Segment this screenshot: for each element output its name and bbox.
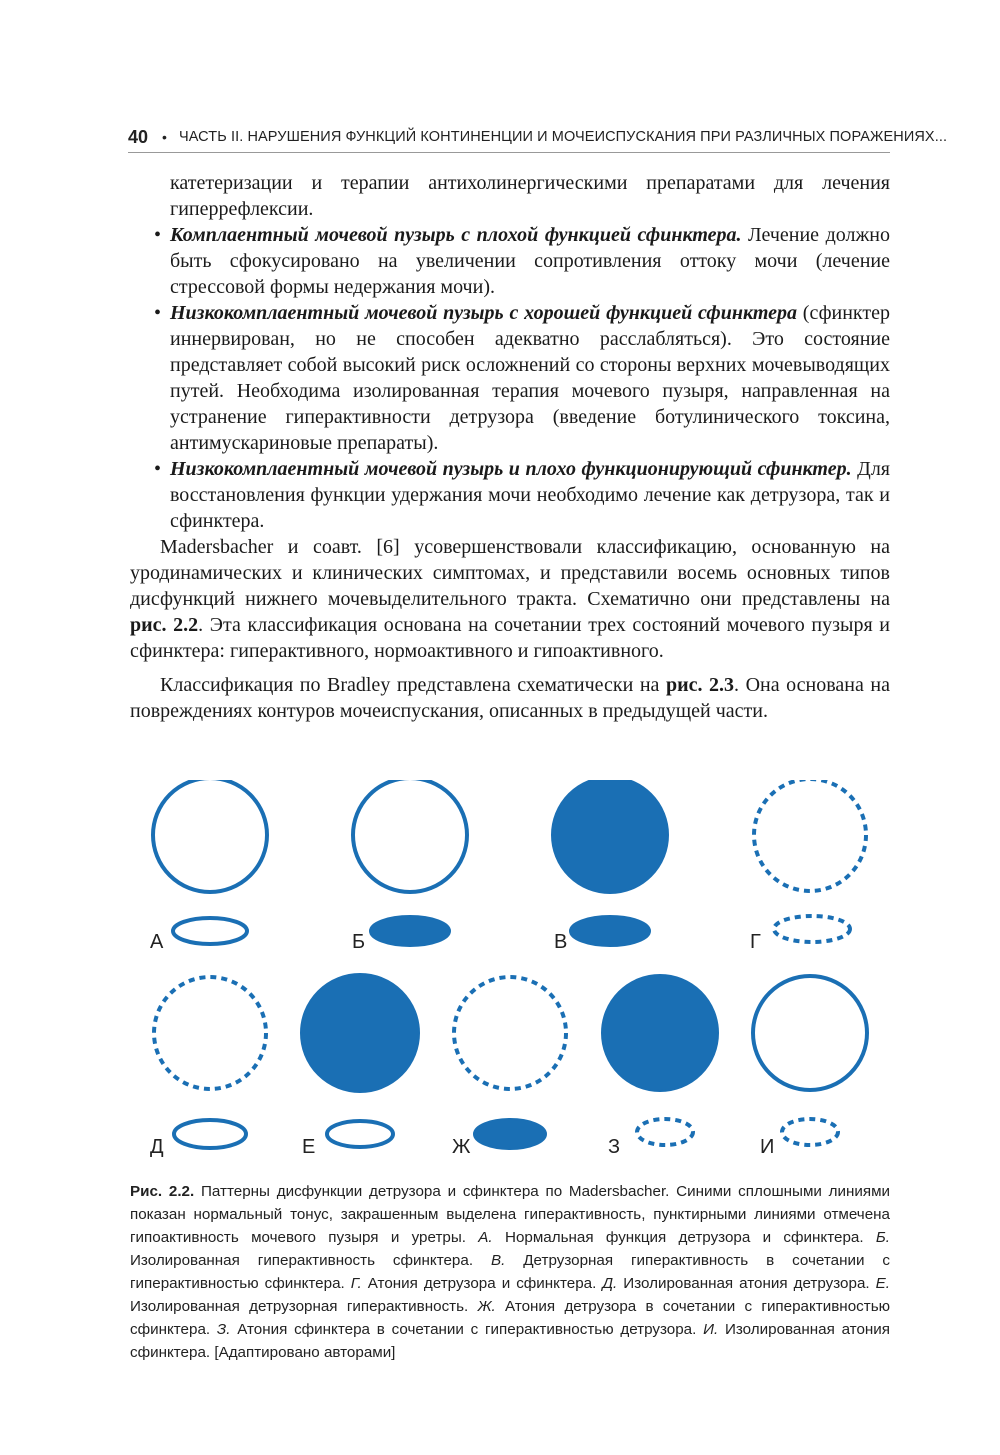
- caption-letter: Г.: [350, 1275, 362, 1292]
- bladder-circle-solid: [153, 780, 267, 892]
- panel-label: Е: [302, 1136, 316, 1158]
- header-separator: •: [162, 129, 167, 145]
- caption-item: Атония сфинктера в сочетании с гиперактивностью детрузора.: [230, 1321, 704, 1338]
- caption-lead: Рис. 2.2.: [130, 1183, 195, 1200]
- panel-6: [301, 974, 419, 1158]
- panel-label: Б: [352, 931, 366, 953]
- bladder-circle-filled: [602, 975, 718, 1091]
- bullet-item: [130, 300, 890, 456]
- panel-label: И: [760, 1136, 775, 1158]
- caption-letter: И.: [703, 1321, 719, 1338]
- panel-8: [602, 975, 718, 1158]
- bullet-text: Лечение должно быть сфокусировано на увеличении сопротивления оттоку мочи (лечение стрессовой формы недержания мочи).: [170, 224, 890, 298]
- running-header: [128, 122, 948, 153]
- sphincter-ellipse-filled: [474, 1119, 546, 1149]
- panel-7: [452, 977, 566, 1158]
- sphincter-ellipse-filled: [370, 916, 450, 946]
- body-text: [130, 170, 890, 724]
- caption-item: Нормальная функция детрузора и сфинктера.: [492, 1229, 876, 1246]
- caption-letter: З.: [216, 1321, 231, 1338]
- paragraph-bradley: [130, 672, 890, 724]
- panel-5: [150, 977, 266, 1158]
- bullet-text: Для восстановления функции удержания мочи необходимо лечение как детрузора, так и сфинктера.: [170, 458, 890, 532]
- sphincter-ellipse-solid: [174, 1120, 246, 1148]
- caption-item: Детрузорная гиперактивность в сочетании с гиперактивностью сфинктера.: [130, 1252, 890, 1292]
- panel-label: В: [554, 931, 568, 953]
- caption-letter: В.: [490, 1252, 506, 1269]
- bullet-term: Низкокомплаентный мочевой пузырь с хорошей функцией сфинктера: [170, 302, 797, 324]
- caption-letter: Д.: [602, 1275, 618, 1292]
- panel-1: [150, 780, 267, 953]
- bullet-item: [130, 222, 890, 300]
- caption-intro: Паттерны дисфункции детрузора и сфинктера по Madersbacher. Синими сплошными линиями показан нормальный тонус, закрашенным выделена гиперактивность, пунктирными линиями отмечена гипоактивность мочевого пузыря и уретры.: [130, 1183, 890, 1246]
- bladder-circle-dotted: [154, 977, 266, 1089]
- bullet-mark: •: [154, 458, 162, 480]
- panel-label: Г: [750, 931, 761, 953]
- sphincter-ellipse-solid: [327, 1121, 393, 1147]
- sphincter-ellipse-dotted: [774, 916, 850, 942]
- running-title: ЧАСТЬ II. НАРУШЕНИЯ ФУНКЦИЙ КОНТИНЕНЦИИ И МОЧЕИСПУСКАНИЯ ПРИ РАЗЛИЧНЫХ ПОРАЖЕНИЯХ...: [178, 129, 948, 145]
- panel-label: Ж: [452, 1136, 471, 1158]
- paragraph-madersbacher: [130, 534, 890, 664]
- figure-reference[interactable]: рис. 2.3: [665, 674, 735, 696]
- paragraph-text: Классификация по Bradley представлена схематически на: [160, 674, 666, 696]
- caption-item: Атония детрузора и сфинктера.: [361, 1275, 603, 1292]
- panel-9: [753, 976, 867, 1158]
- bladder-circle-solid: [753, 976, 867, 1090]
- continuation-text: катетеризации и терапии антихолинергическими препаратами для лечения гиперрефлексии.: [170, 172, 890, 220]
- figure-reference[interactable]: рис. 2.2: [130, 614, 199, 636]
- bullet-term: Низкокомплаентный мочевой пузырь и плохо функционирующий сфинктер.: [170, 458, 852, 480]
- caption-credit: [Адаптировано авторами]: [214, 1344, 396, 1361]
- sphincter-ellipse-solid: [173, 918, 247, 944]
- paragraph-text: . Она основана на повреждениях контуров мочеиспускания, описанных в предыдущей части.: [130, 674, 890, 722]
- figure-diagram: [130, 780, 890, 1170]
- bladder-circle-filled: [552, 780, 668, 893]
- page-number: 40: [128, 126, 149, 147]
- sphincter-ellipse-filled: [570, 916, 650, 946]
- bladder-circle-dotted: [754, 780, 866, 891]
- caption-letter: Ж.: [477, 1298, 496, 1315]
- panel-2: [352, 780, 467, 953]
- bladder-circle-filled: [301, 974, 419, 1092]
- caption-item: Изолированная атония сфинктера.: [130, 1321, 891, 1361]
- paragraph-text: Madersbacher и соавт. [6] усовершенствовали классификацию, основанную на уродинамических и клинических симптомах, и представили восемь основных типов дисфункций нижнего мочевыделительного тракта. Схематично они представлены на: [130, 536, 890, 610]
- sphincter-ellipse-dotted: [637, 1119, 693, 1145]
- bullet-term: Комплаентный мочевой пузырь с плохой функцией сфинктера.: [170, 224, 742, 246]
- bullet-item: [130, 456, 890, 534]
- sphincter-ellipse-dotted: [782, 1119, 838, 1145]
- paragraph-text: . Эта классификация основана на сочетании трех состояний мочевого пузыря и сфинктера: гиперактивного, нормоактивного и гипоактивного.: [130, 614, 891, 662]
- panel-label: З: [608, 1136, 621, 1158]
- bullet-mark: •: [154, 224, 162, 246]
- panel-3: [552, 780, 668, 953]
- bladder-circle-dotted: [454, 977, 566, 1089]
- caption-item: Атония детрузора в сочетании с гиперактивностью сфинктера.: [130, 1298, 890, 1338]
- bullet-text: (сфинктер иннервирован, но не способен адекватно расслабляться). Это состояние представляет собой высокий риск осложнений со стороны верхних мочевыводящих путей. Необходима изолированная терапия мочевого пузыря, направленная на устранение гиперактивности детрузора (введение ботулинического токсина, антимускариновые препараты).: [170, 302, 891, 454]
- bullet-mark: •: [154, 302, 162, 324]
- caption-letter: А.: [478, 1229, 493, 1246]
- panel-4: [750, 780, 866, 953]
- panel-label: А: [150, 931, 164, 953]
- caption-letter: Е.: [875, 1275, 890, 1292]
- caption-item: Изолированная гиперактивность сфинктера.: [130, 1252, 491, 1269]
- panel-label: Д: [150, 1136, 164, 1158]
- caption-letter: Б.: [875, 1229, 890, 1246]
- caption-item: Изолированная детрузорная гиперактивность.: [130, 1298, 478, 1315]
- figure-caption: [130, 1180, 890, 1364]
- figure-2-2: [130, 780, 890, 1170]
- caption-item: Изолированная атония детрузора.: [617, 1275, 876, 1292]
- bladder-circle-solid: [353, 780, 467, 892]
